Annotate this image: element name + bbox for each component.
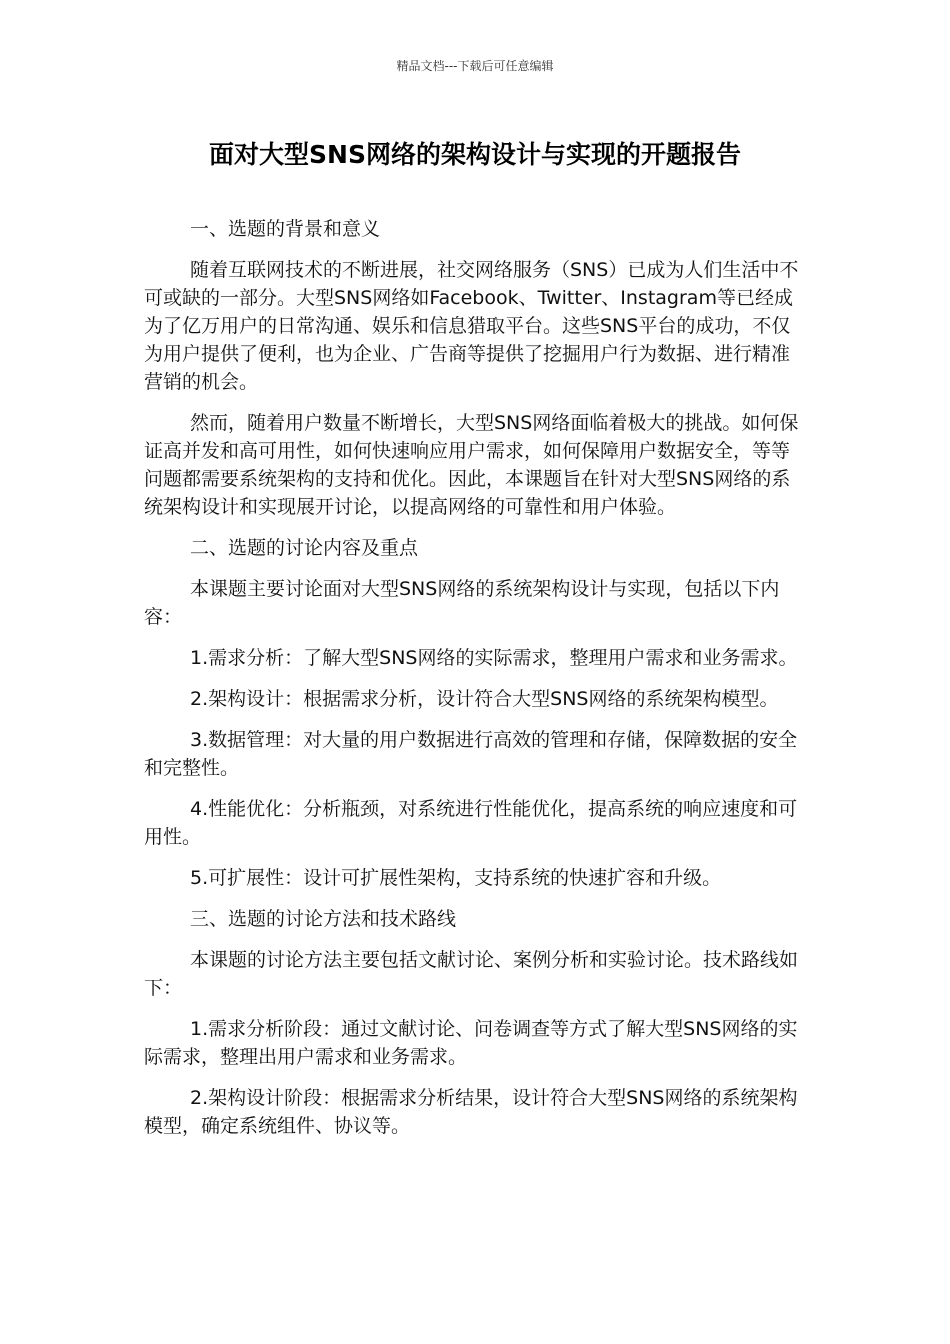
list-item-performance: 4.性能优化：分析瓶颈，对系统进行性能优化，提高系统的响应速度和可用性。 [144,798,798,848]
section-heading-content: 二、选题的讨论内容及重点 [190,537,419,559]
list-item-stage-architecture: 2.架构设计阶段：根据需求分析结果，设计符合大型SNS网络的系统架构模型，确定系统组件、协议等。 [144,1087,798,1137]
paragraph-background: 随着互联网技术的不断进展，社交网络服务（SNS）已成为人们生活中不可或缺的一部分。大型SNS网络如Facebook、Twitter、Instagram等已经成为了亿万用户的日常沟通、娱乐和信息猎取平台。这些SNS平台的成功，不仅为用户提供了便利，也为企业、广告商等提供了挖掘用户行为数据、进行精准营销的机会。 [144,259,799,393]
paragraph-methods-intro: 本课题的讨论方法主要包括文献讨论、案例分析和实验讨论。技术路线如下： [144,949,799,999]
list-item-data-management: 3.数据管理：对大量的用户数据进行高效的管理和存储，保障数据的安全和完整性。 [144,729,798,779]
document-body [144,215,804,1153]
section-heading-methods: 三、选题的讨论方法和技术路线 [190,908,457,930]
paragraph-content-intro: 本课题主要讨论面对大型SNS网络的系统架构设计与实现，包括以下内容： [144,578,780,628]
header-note: 精品文档---下载后可任意编辑 [396,59,554,73]
list-item-stage-requirements: 1.需求分析阶段：通过文献讨论、问卷调查等方式了解大型SNS网络的实际需求，整理出用户需求和业务需求。 [144,1018,798,1068]
paragraph-challenges: 然而，随着用户数量不断增长，大型SNS网络面临着极大的挑战。如何保证高并发和高可用性，如何快速响应用户需求，如何保障用户数据安全，等等问题都需要系统架构的支持和优化。因此，本课题旨在针对大型SNS网络的系统架构设计和实现展开讨论，以提高网络的可靠性和用户体验。 [144,412,799,518]
document-title: 面对大型SNS网络的架构设计与实现的开题报告 [209,140,741,169]
list-item-scalability: 5.可扩展性：设计可扩展性架构，支持系统的快速扩容和升级。 [190,867,722,889]
list-item-architecture: 2.架构设计：根据需求分析，设计符合大型SNS网络的系统架构模型。 [190,688,779,710]
list-item-requirements: 1.需求分析：了解大型SNS网络的实际需求，整理用户需求和业务需求。 [190,647,798,669]
section-heading-background: 一、选题的背景和意义 [190,218,381,240]
